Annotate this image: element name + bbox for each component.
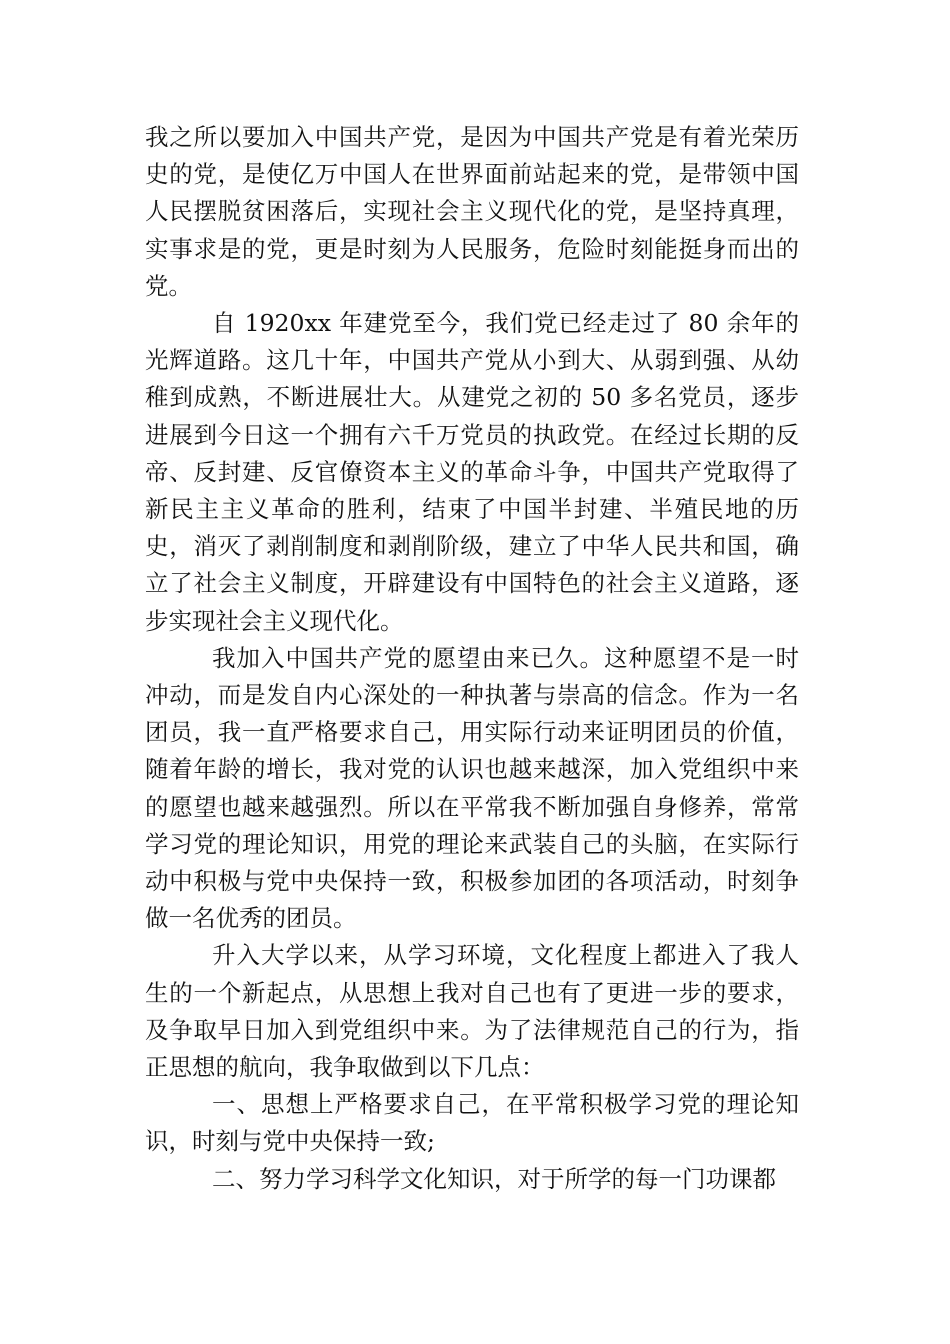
paragraph-intro: 我之所以要加入中国共产党，是因为中国共产党是有着光荣历史的党，是使亿万中国人在世界面前站起来的党，是带领中国人民摆脱贫困落后，实现社会主义现代化的党，是坚持真理，实事求是的党，更是时刻为人民服务，危险时刻能挺身而出的党。 [145, 123, 799, 300]
paragraph-university: 升入大学以来，从学习环境，文化程度上都进入了我人生的一个新起点，从思想上我对自己也有了更进一步的要求，及争取早日加入到党组织中来。为了法律规范自己的行为，指正思想的航向，我争取做到以下几点： [145, 941, 799, 1082]
document-body [145, 119, 799, 1198]
paragraph-party-history: 自 1920xx 年建党至今，我们党已经走过了 80 余年的光辉道路。这几十年，中国共产党从小到大、从弱到强、从幼稚到成熟，不断进展壮大。从建党之初的 50 多名党员，逐步进展到今日这一个拥有六千万党员的执政党。在经过长期的反帝、反封建、反官僚资本主义的革命斗争，中国共产党取得了新民主主义革命的胜利，结束了中国半封建、半殖民地的历史，消灭了剥削制度和剥削阶级，建立了中华人民共和国，确立了社会主义制度，开辟建设有中国特色的社会主义道路，逐步实现社会主义现代化。 [145, 309, 799, 635]
paragraph-point-one: 一、思想上严格要求自己，在平常积极学习党的理论知识，时刻与党中央保持一致; [145, 1090, 799, 1156]
paragraph-personal-wish: 我加入中国共产党的愿望由来已久。这种愿望不是一时冲动，而是发自内心深处的一种执著与崇高的信念。作为一名团员，我一直严格要求自己，用实际行动来证明团员的价值，随着年龄的增长，我对党的认识也越来越深，加入党组织中来的愿望也越来越强烈。所以在平常我不断加强自身修养，常常学习党的理论知识，用党的理论来武装自己的头脑，在实际行动中积极与党中央保持一致，积极参加团的各项活动，时刻争做一名优秀的团员。 [145, 643, 799, 933]
paragraph-point-two: 二、努力学习科学文化知识，对于所学的每一门功课都 [211, 1164, 776, 1193]
